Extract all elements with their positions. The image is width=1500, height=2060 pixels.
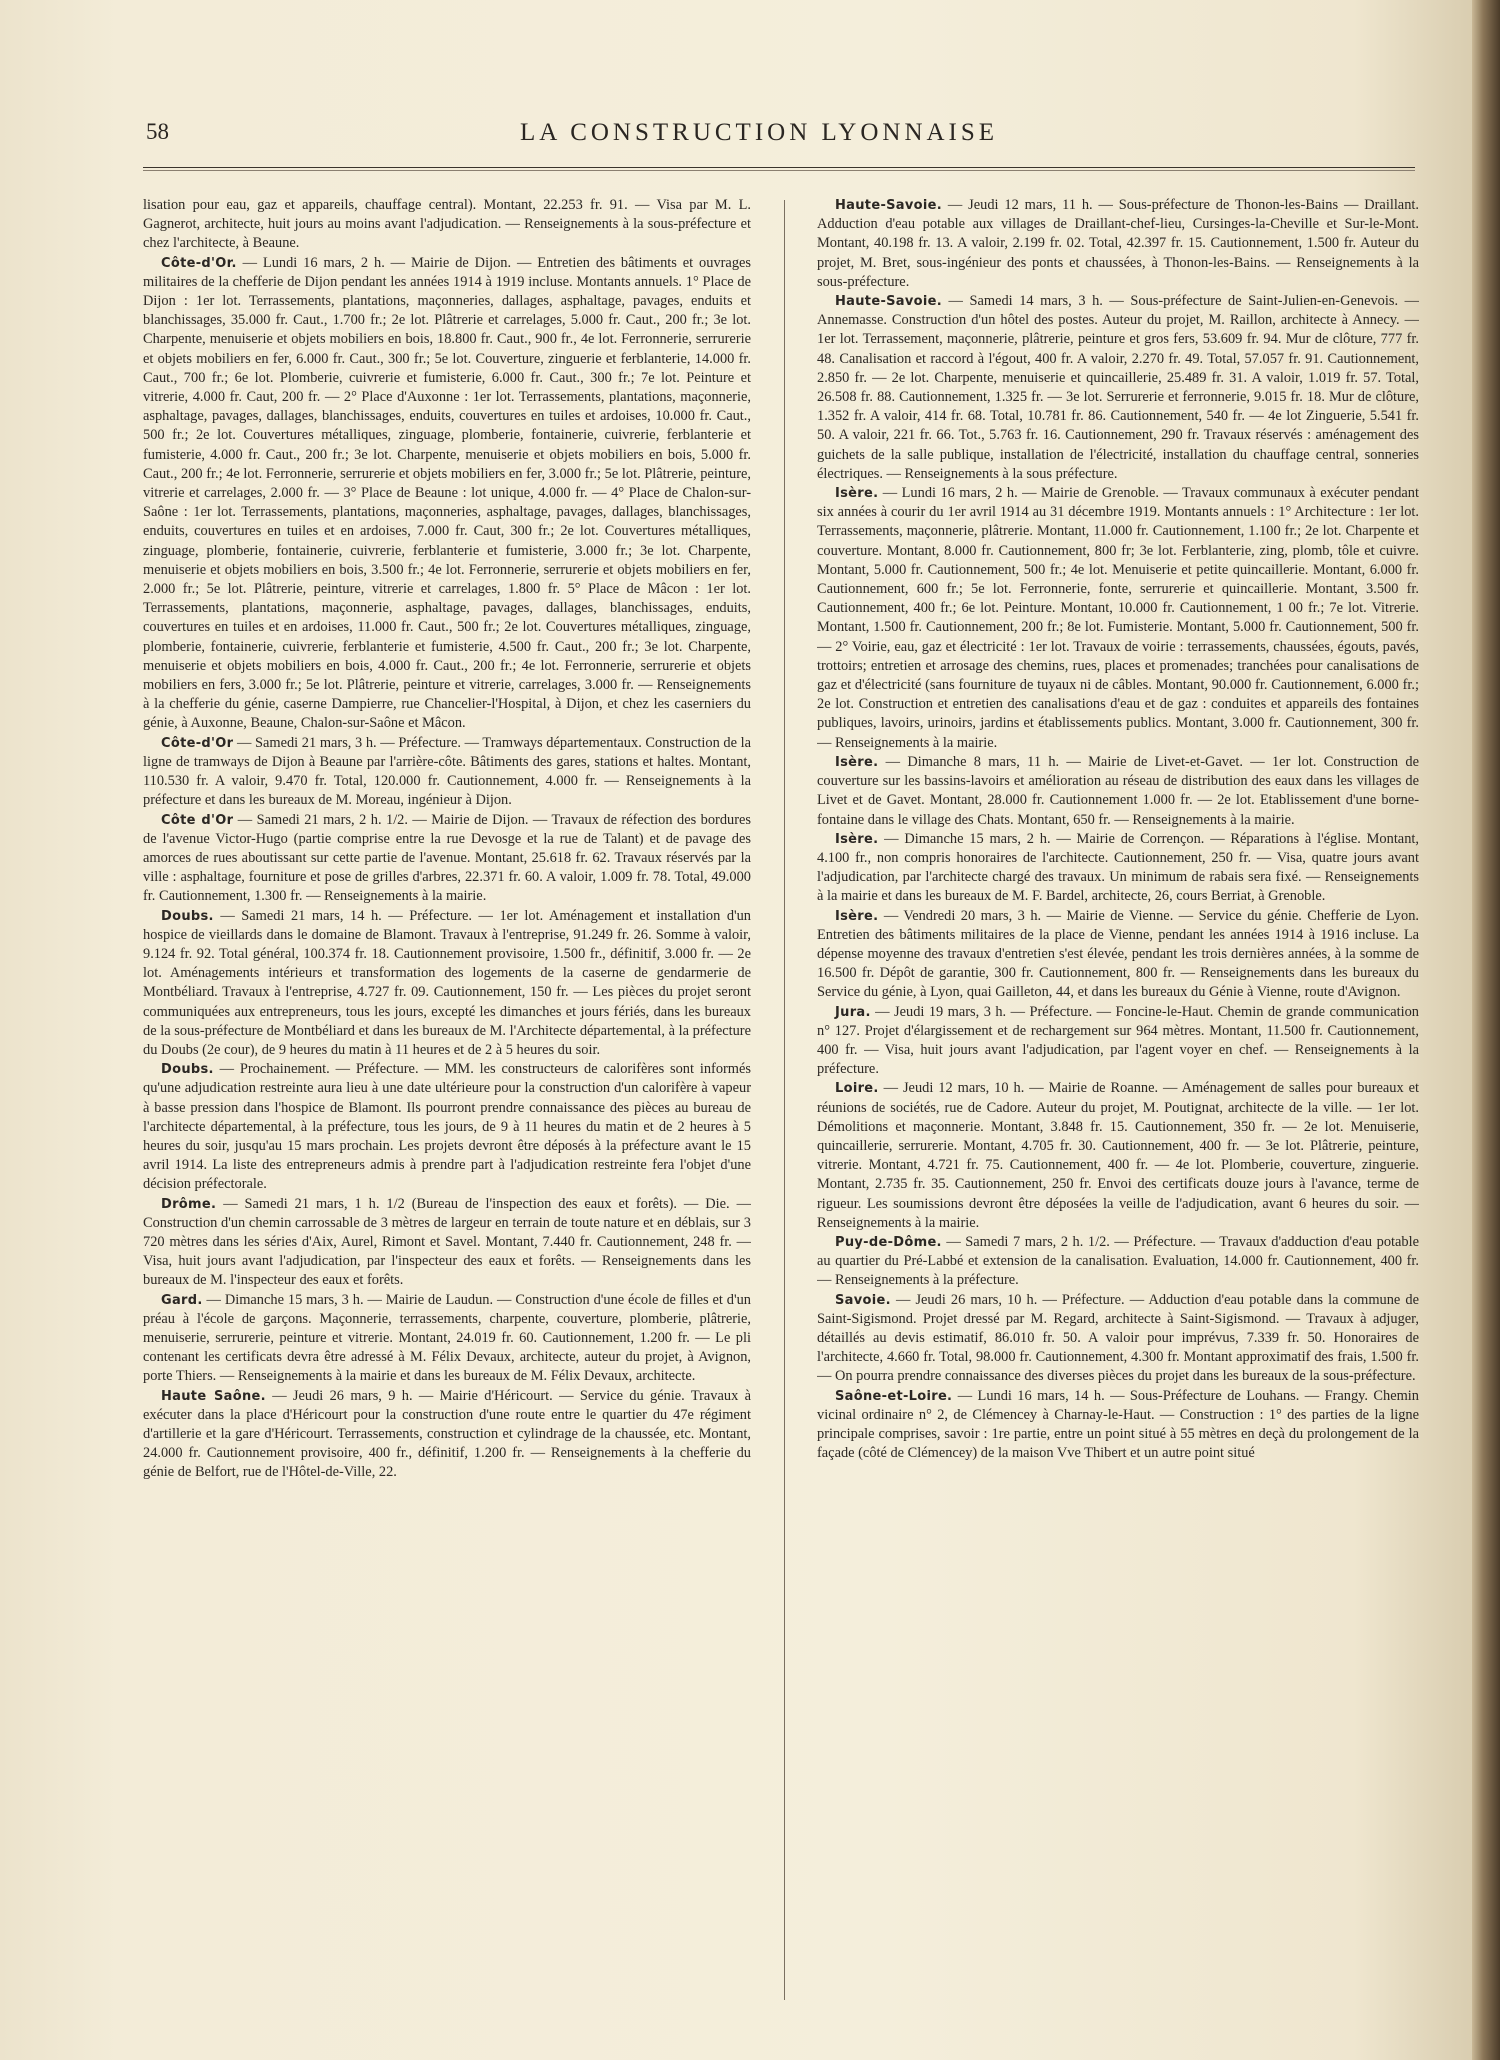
running-title: LA CONSTRUCTION LYONNAISE	[520, 119, 999, 146]
notice-haute-saone: Haute Saône. — Jeudi 26 mars, 9 h. — Mairie d'Héricourt. — Service du génie. Travaux à exécuter dans la place d'Héricourt pour la construction d'une route entre le quartier du 47e régiment d'artillerie et la gare d'Héricourt. Terrassements, construction et cylindrage de la chaussée, etc. Montant, 24.000 fr. Cautionnement provisoire, 400 fr., définitif, 1.200 fr. — Renseignements à la chefferie du génie de Belfort, rue de l'Hôtel-de-Ville, 22.	[143, 1387, 751, 1481]
page-number: 58	[146, 119, 169, 144]
header-rule-thin	[143, 170, 1415, 171]
column-divider	[784, 200, 785, 2000]
notice-cote-dor-avenue: Côte d'Or — Samedi 21 mars, 2 h. 1/2. — Mairie de Dijon. — Travaux de réfection des bordures de l'avenue Victor-Hugo (partie comprise entre la rue Devosge et la rue de Talant) et de pavage des amorces de rues aboutissant sur cette partie de l'avenue. Montant, 25.618 fr. 62. Travaux réservés par la ville : asphaltage, fourniture et pose de grilles d'arbres, 22.371 fr. 60. A valoir, 1.009 fr. 78. Total, 49.000 fr. Cautionnement, 1.300 fr. — Renseignements à la mairie.	[143, 811, 751, 905]
notice-gard: Gard. — Dimanche 15 mars, 3 h. — Mairie de Laudun. — Construction d'une école de filles et d'un préau à l'école de garçons. Maçonnerie, terrassements, charpente, couverture, plomberie, plâtrerie, menuiserie, serrurerie, peinture et vitrerie. Montant, 24.019 fr. 60. Cautionnement, 1.200 fr. — Le pli contenant les certificats devra être adressé à M. Félix Devaux, architecte, auteur du projet, à Avignon, porte Thiers. — Renseignements à la mairie et dans les bureaux de M. Félix Devaux, architecte.	[143, 1291, 751, 1385]
header-rule	[143, 167, 1415, 168]
right-column	[817, 196, 1419, 2016]
notice-isere-correncon: Isère. — Dimanche 15 mars, 2 h. — Mairie de Corrençon. — Réparations à l'église. Montant, 4.100 fr., non compris honoraires de l'architecte. Cautionnement, 250 fr. — Visa, quatre jours avant l'adjudication, par l'architecte chargé des travaux. Un minimum de rabais sera fixé. — Renseignements à la mairie et dans les bureaux de M. F. Bardel, architecte, 26, cours Berriat, à Grenoble.	[817, 830, 1419, 905]
notice-jura: Jura. — Jeudi 19 mars, 3 h. — Préfecture. — Foncine-le-Haut. Chemin de grande communication n° 127. Projet d'élargissement et de rechargement sur 964 mètres. Montant, 11.500 fr. Cautionnement, 400 fr. — Visa, huit jours avant l'adjudication, par l'agent voyer en chef. — Renseignements à la préfecture.	[817, 1003, 1419, 1078]
notice-haute-savoie-annemasse: Haute-Savoie. — Samedi 14 mars, 3 h. — Sous-préfecture de Saint-Julien-en-Genevois. — Annemasse. Construction d'un hôtel des postes. Auteur du projet, M. Raillon, architecte à Annecy. — 1er lot. Terrassement, maçonnerie, plâtrerie, peinture et gros fers, 53.609 fr. 94. Mur de clôture, 777 fr. 48. Canalisation et raccord à l'égout, 400 fr. A valoir, 2.270 fr. 49. Total, 57.057 fr. 91. Cautionnement, 2.850 fr. — 2e lot. Charpente, menuiserie et quincaillerie, 25.489 fr. 31. A valoir, 1.019 fr. 57. Total, 26.508 fr. 88. Cautionnement, 1.325 fr. — 3e lot. Serrurerie et ferronnerie, 9.015 fr. 18. Mur de clôture, 1.352 fr. A valoir, 414 fr. 68. Total, 10.781 fr. 86. Cautionnement, 540 fr. — 4e lot Zinguerie, 5.541 fr. 50. A valoir, 221 fr. 66. Tot., 5.763 fr. 16. Cautionnement, 290 fr. Travaux réservés : aménagement des guichets de la salle publique, installation de l'électricité, installation du chauffage central, sonneries électriques. — Renseignements à la sous préfecture.	[817, 293, 1419, 482]
notice-isere-livet: Isère. — Dimanche 8 mars, 11 h. — Mairie de Livet-et-Gavet. — 1er lot. Construction de couverture sur les bassins-lavoirs et amélioration au réseau de distribution des eaux dans les villages de Livet et de Gavet. Montant, 28.000 fr. Cautionnement 1.000 fr. — 2e lot. Etablissement d'une borne-fontaine dans le village des Chats. Montant, 650 fr. — Renseignements à la mairie.	[817, 753, 1419, 828]
notice-puy-de-dome: Puy-de-Dôme. — Samedi 7 mars, 2 h. 1/2. — Préfecture. — Travaux d'adduction d'eau potable au quartier du Pré-Labbé et extension de la canalisation. Evaluation, 14.000 fr. Cautionnement, 400 fr. — Renseignements à la préfecture.	[817, 1233, 1419, 1289]
notice-isere-vienne: Isère. — Vendredi 20 mars, 3 h. — Mairie de Vienne. — Service du génie. Chefferie de Lyon. Entretien des bâtiments militaires de la place de Vienne, pendant les années 1914 à 1916 incluse. La dépense moyenne des travaux d'entretien s'est élevée, pendant les trois dernières années, à la somme de 16.500 fr. Dépôt de garantie, 300 fr. Cautionnement, 800 fr. — Renseignements dans les bureaux du Service du génie, à Lyon, quai Gailleton, 44, et dans les bureaux du Génie à Vienne, route d'Avignon.	[817, 907, 1419, 1001]
notice-haute-savoie-thonon: Haute-Savoie. — Jeudi 12 mars, 11 h. — Sous-préfecture de Thonon-les-Bains — Draillant. Adduction d'eau potable aux villages de Draillant-chef-lieu, Cursinges-la-Cheville et Sur-le-Mont. Montant, 40.198 fr. 13. A valoir, 2.199 fr. 02. Total, 42.397 fr. 15. Cautionnement, 1.500 fr. Auteur du projet, M. Bret, sous-ingénieur des ponts et chaussées, à Thonon-les-Bains. — Renseignements à la sous-préfecture.	[817, 197, 1419, 290]
notice-0: lisation pour eau, gaz et appareils, chauffage central). Montant, 22.253 fr. 91. — Visa par M. L. Gagnerot, architecte, huit jours au moins avant l'adjudication. — Renseignements à la sous-préfecture et chez l'architecte, à Beaune.	[143, 197, 751, 252]
notice-doubs-calorifere: Doubs. — Prochainement. — Préfecture. — MM. les constructeurs de calorifères sont informés qu'une adjudication restreinte aura lieu à une date ultérieure pour la construction d'un calorifère à vapeur à basse pression dans l'hospice de Blamont. Ils pourront prendre connaissance des pièces au bureau de l'architecte départemental, à la préfecture, tous les jours, de 9 à 11 heures du matin et de 2 heures à 5 heures du soir, jusqu'au 15 mars prochain. Les projets devront être déposés à la préfecture avant le 15 avril 1914. La liste des entrepreneurs admis à prendre part à l'adjudication restreinte fera l'objet d'une décision préfectorale.	[143, 1061, 751, 1193]
notice-doubs-hospice: Doubs. — Samedi 21 mars, 14 h. — Préfecture. — 1er lot. Aménagement et installation d'un hospice de vieillards dans le domaine de Blamont. Travaux à l'entreprise, 91.249 fr. 26. Somme à valoir, 9.124 fr. 92. Total général, 100.374 fr. 18. Cautionnement provisoire, 1.500 fr., définitif, 3.000 fr. — 2e lot. Aménagements intérieurs et transformation des logements de la caserne de gendarmerie de Montbéliard. Travaux à l'entreprise, 4.727 fr. 09. Cautionnement, 150 fr. — Les pièces du projet seront communiquées aux entrepreneurs, tous les jours, excepté les dimanches et jours fériés, dans les bureaux de la sous-préfecture de Montbéliard et dans les bureaux de M. l'Architecte départemental, à la préfecture du Doubs (2e cour), de 9 heures du matin à 11 heures et de 2 à 5 heures du soir.	[143, 907, 751, 1058]
notice-savoie: Savoie. — Jeudi 26 mars, 10 h. — Préfecture. — Adduction d'eau potable dans la commune de Saint-Sigismond. Projet dressé par M. Regard, architecte à Saint-Sigismond. — Travaux à adjuger, détaillés au devis estimatif, 86.010 fr. 50. A valoir pour imprévus, 7.339 fr. 50. Honoraires de l'architecte, 4.660 fr. Total, 98.000 fr. Cautionnement, 4.300 fr. Montant approximatif des frais, 1.500 fr. — On pourra prendre connaissance des diverses pièces du projet dans les bureaux de la sous-préfecture.	[817, 1291, 1419, 1385]
notice-drome: Drôme. — Samedi 21 mars, 1 h. 1/2 (Bureau de l'inspection des eaux et forêts). — Die. — Construction d'un chemin carrossable de 3 mètres de largeur en terrain de toute nature et en déblais, sur 3 720 mètres dans les séries d'Aix, Aurel, Rimont et Savel. Montant, 7.440 fr. Cautionnement, 248 fr. — Visa, huit jours avant l'adjudication, par l'inspecteur des eaux et forêts. — Renseignements dans les bureaux de M. l'inspecteur des eaux et forêts.	[143, 1195, 751, 1289]
notice-cote-dor-tramways: Côte-d'Or — Samedi 21 mars, 3 h. — Préfecture. — Tramways départementaux. Construction de la ligne de tramways de Dijon à Beaune par l'arrière-côte. Bâtiments des gares, stations et haltes. Montant, 110.530 fr. A valoir, 9.470 fr. Total, 120.000 fr. Cautionnement, 4.000 fr. — Renseignements à la préfecture et dans les bureaux de M. Moreau, ingénieur à Dijon.	[143, 734, 751, 809]
notice-loire: Loire. — Jeudi 12 mars, 10 h. — Mairie de Roanne. — Aménagement de salles pour bureaux et réunions de sociétés, rue de Cadore. Auteur du projet, M. Poutignat, architecte de la ville. — 1er lot. Démolitions et maçonnerie. Montant, 3.848 fr. 15. Cautionnement, 350 fr. — 2e lot. Menuiserie, quincaillerie, serrurerie. Montant, 4.705 fr. 30. Cautionnement, 400 fr. — 3e lot. Plâtrerie, peinture, vitrerie. Montant, 4.721 fr. 75. Cautionnement, 400 fr. — 4e lot. Plomberie, couverture, zinguerie. Montant, 2.735 fr. 35. Cautionnement, 250 fr. Envoi des certificats douze jours à l'avance, terme de rigueur. Les soumissions devront être déposées la veille de l'adjudication, avant 6 heures du soir. — Renseignements à la mairie.	[817, 1080, 1419, 1231]
notice-cote-dor-dijon: Côte-d'Or. — Lundi 16 mars, 2 h. — Mairie de Dijon. — Entretien des bâtiments et ouvrages militaires de la chefferie de Dijon pendant les années 1914 à 1919 incluse. Montants annuels. 1° Place de Dijon : 1er lot. Terrassements, plantations, maçonneries, dallages, asphaltage, pavages, enduits et blanchissages, 35.000 fr. Caut., 1.700 fr.; 2e lot. Plâtrerie et carrelages, 5.000 fr. Caut., 200 fr.; 3e lot. Charpente, menuiserie et objets mobiliers en bois, 18.800 fr. Caut., 900 fr., 4e lot. Ferronnerie, serrurerie et objets mobiliers en fer, 6.000 fr. Caut., 300 fr.; 5e lot. Couverture, zinguerie et ferblanterie, 14.000 fr. Caut., 700 fr.; 6e lot. Plomberie, cuivrerie et fumisterie, 6.000 fr. Caut., 300 fr.; 7e lot. Peinture et vitrerie, 4.000 fr. Caut, 200 fr. — 2° Place d'Auxonne : 1er lot. Terrassements, plantations, maçonnerie, asphaltage, pavages, dallages, blanchissages, enduits, couvertures en tuiles et ardoises, 10.000 fr. Caut., 500 fr.; 2e lot. Couvertures métalliques, zinguage, plomberie, fontainerie, cuivrerie, ferblanterie et fumisterie, 4.000 fr. Caut., 200 fr.; 3e lot. Charpente, menuiserie et objets mobiliers en bois, 5.000 fr. Caut., 200 fr.; 4e lot. Ferronnerie, serrurerie et objets mobiliers en fer, 3.000 fr.; 5e lot. Plâtrerie, peinture, vitrerie et carrelages, 2.000 fr. — 3° Place de Beaune : lot unique, 4.000 fr. — 4° Place de Chalon-sur-Saône : 1er lot. Terrassements, plantations, maçonneries, asphaltage, pavages, dallages, blanchissages, enduits, couvertures en tuiles et en ardoises, 7.000 fr. Caut, 300 fr.; 2e lot. Couvertures métalliques, zinguage, plomberie, fontainerie, cuivrerie, ferblanterie et fumisterie, 3.000 fr.; 3e lot. Charpente, menuiserie et objets mobiliers en bois, 3.500 fr.; 4e lot. Ferronnerie, serrurerie et objets mobiliers en fer, 2.000 fr.; 5e lot. Plâtrerie, peinture, vitrerie et carrelages, 1.800 fr. 5° Place de Mâcon : 1er lot. Terrassements, plantations, maçonnerie, asphaltage, pavages, dallages, blanchissages, enduits, couvertures en tuiles et en ardoises, 11.000 fr. Caut., 500 fr.; 2e lot. Couvertures métalliques, zinguage, plomberie, fontainerie, cuivrerie, ferblanterie et fumisterie, 4.500 fr. Caut., 200 fr.; 3e lot. Charpente, menuiserie et objets mobiliers en bois, 4.000 fr. Caut., 200 fr.; 4e lot. Ferronnerie, serrurerie et objets mobiliers en fers, 3.000 fr.; 5e lot. Plâtrerie, peinture et vitrerie, carrelages, 3.000 fr. — Renseignements à la chefferie du génie, caserne Dampierre, rue Chancelier-l'Hospital, à Dijon, et chez les caserniers du génie, à Auxonne, Beaune, Chalon-sur-Saône et Mâcon.	[143, 254, 751, 732]
left-column	[143, 196, 751, 2016]
notice-saone-et-loire: Saône-et-Loire. — Lundi 16 mars, 14 h. — Sous-Préfecture de Louhans. — Frangy. Chemin vicinal ordinaire n° 2, de Clémencey à Charnay-le-Haut. — Construction : 1° des parties de la ligne principale comprises, savoir : 1re partie, entre un point situé à 55 mètres en deçà du prolongement de la façade (côté de Clémencey) de la maison Vve Thibert et un autre point situé	[817, 1387, 1419, 1462]
page-edge-shadow	[1472, 0, 1500, 2060]
notice-isere-grenoble: Isère. — Lundi 16 mars, 2 h. — Mairie de Grenoble. — Travaux communaux à exécuter pendant six années à courir du 1er avril 1914 au 31 décembre 1919. Montants annuels : 1° Architecture : 1er lot. Terrassements, maçonnerie, plâtrerie. Montant, 11.000 fr. Cautionnement, 1.100 fr.; 2e lot. Charpente et couverture. Montant, 8.000 fr. Cautionnement, 800 fr; 3e lot. Ferblanterie, zing, plomb, tôle et cuivre. Montant, 5.000 fr. Cautionnement, 500 fr.; 4e lot. Menuiserie et petite quincaillerie. Montant, 6.000 fr. Cautionnement, 600 fr.; 5e lot. Ferronnerie, fonte, serrurerie et quincaillerie. Montant, 3.500 fr. Cautionnement, 400 fr.; 6e lot. Peinture. Montant, 10.000 fr. Cautionnement, 1 00 fr.; 7e lot. Vitrerie. Montant, 1.500 fr. Cautionnement, 200 fr.; 8e lot. Fumisterie. Montant, 5.000 fr. Cautionnement, 500 fr. — 2° Voirie, eau, gaz et électricité : 1er lot. Travaux de voirie : terrassements, chaussées, égouts, pavés, trottoirs; entretien et arrosage des chemins, rues, places et promenades; tranchées pour canalisations de gaz et d'électricité (sans fourniture de tuyaux ni de câbles. Montant, 90.000 fr. Cautionnement, 6.000 fr.; 2e lot. Construction et entretien des canalisations d'eau et de gaz : conduites et appareils des fontaines publiques, lavoirs, urinoirs, jardins et établissements publics. Montant, 3.000 fr. Cautionnement, 300 fr. — Renseignements à la mairie.	[817, 485, 1419, 751]
